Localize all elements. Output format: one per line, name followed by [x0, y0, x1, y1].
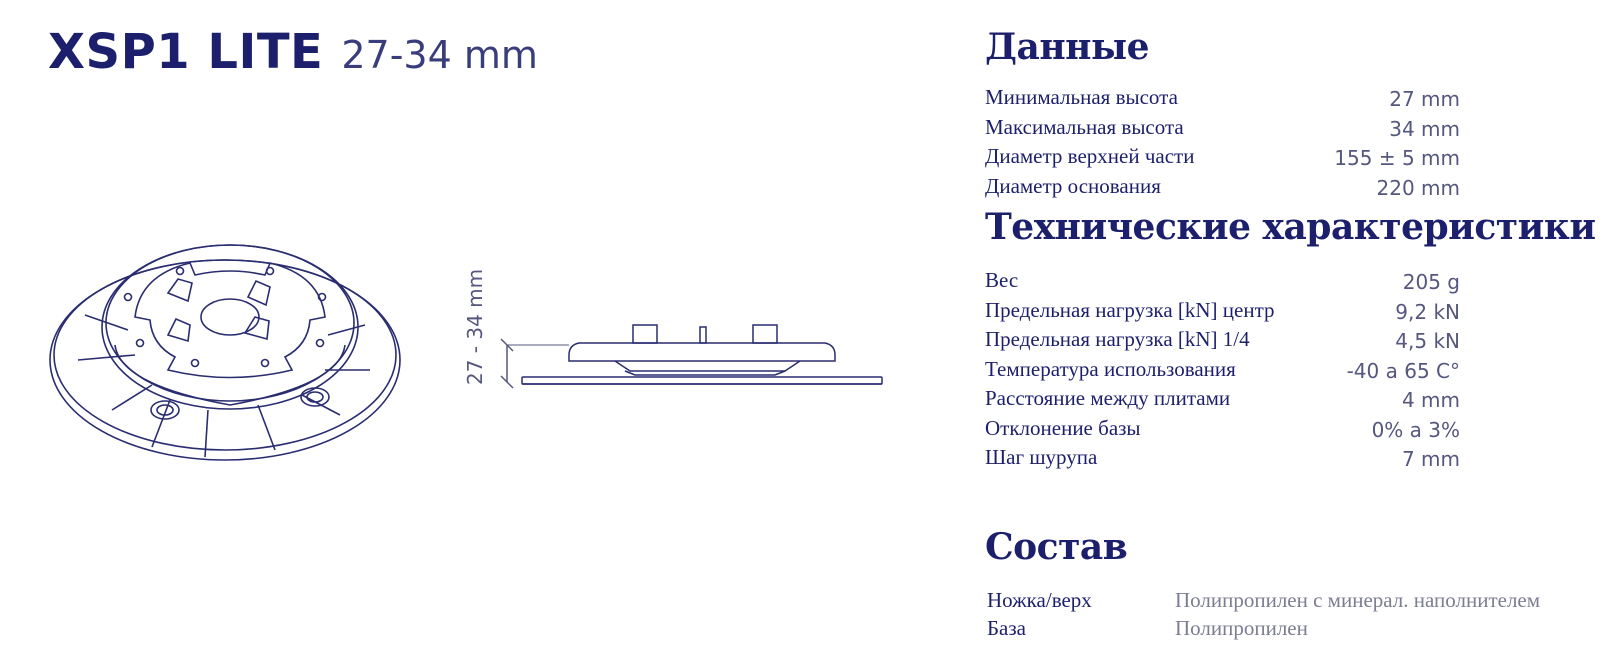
product-model: XSP1 LITE	[48, 24, 324, 80]
spec-label: Предельная нагрузка [kN] центр	[985, 297, 1275, 322]
spec-label: Отклонение базы	[985, 415, 1141, 440]
product-height-range: 27-34 mm	[341, 33, 538, 77]
spec-value: -40 a 65 C°	[1346, 358, 1460, 383]
spec-label: Предельная нагрузка [kN] 1/4	[985, 327, 1250, 351]
spec-row	[985, 115, 1460, 145]
spec-row	[985, 386, 1460, 416]
spec-label: Диаметр верхней части	[985, 144, 1195, 168]
spec-row	[985, 357, 1460, 387]
spec-row	[985, 445, 1460, 475]
data-section-title: Данные	[985, 26, 1150, 68]
spec-row	[985, 416, 1460, 446]
composition-section-title: Состав	[985, 526, 1128, 568]
spec-value: 205 g	[1402, 270, 1460, 294]
spec-value: 34 mm	[1389, 116, 1460, 141]
spec-label: Максимальная высота	[985, 114, 1184, 139]
data-spec-list	[985, 85, 1460, 203]
spec-label: Диаметр основания	[985, 173, 1161, 198]
spec-label: Минимальная высота	[985, 85, 1178, 109]
tech-spec-list	[985, 268, 1460, 475]
product-title	[48, 24, 538, 80]
height-dimension-label: 27 - 34 mm	[463, 268, 487, 385]
spec-value: 4 mm	[1401, 388, 1460, 412]
spec-value: 0% a 3%	[1371, 417, 1460, 442]
spec-row	[985, 268, 1460, 298]
spec-value: 9,2 kN	[1395, 299, 1460, 324]
composition-label: Ножка/верх	[987, 588, 1092, 612]
pedestal-side-drawing	[455, 265, 895, 415]
composition-value: Полипропилен	[1175, 616, 1308, 640]
spec-label: Температура использования	[985, 356, 1236, 381]
spec-row	[985, 298, 1460, 328]
pedestal-isometric-drawing	[40, 235, 410, 475]
spec-label: Вес	[985, 268, 1019, 292]
tech-section-title: Технические характеристики	[985, 206, 1596, 248]
spec-row	[985, 327, 1460, 357]
spec-row	[985, 144, 1460, 174]
composition-label: База	[987, 616, 1026, 640]
composition-row	[987, 616, 1607, 644]
composition-row	[987, 588, 1607, 616]
spec-value: 220 mm	[1376, 175, 1460, 200]
composition-list	[987, 588, 1607, 644]
spec-row	[985, 85, 1460, 115]
spec-row	[985, 174, 1460, 204]
composition-value: Полипропилен с минерал. наполнителем	[1175, 588, 1541, 612]
spec-value: 155 ± 5 mm	[1334, 146, 1460, 170]
spec-value: 27 mm	[1389, 87, 1460, 111]
spec-label: Расстояние между плитами	[985, 386, 1231, 410]
spec-value: 7 mm	[1401, 447, 1460, 471]
spec-value: 4,5 kN	[1395, 329, 1460, 353]
spec-label: Шаг шурупа	[985, 445, 1098, 469]
